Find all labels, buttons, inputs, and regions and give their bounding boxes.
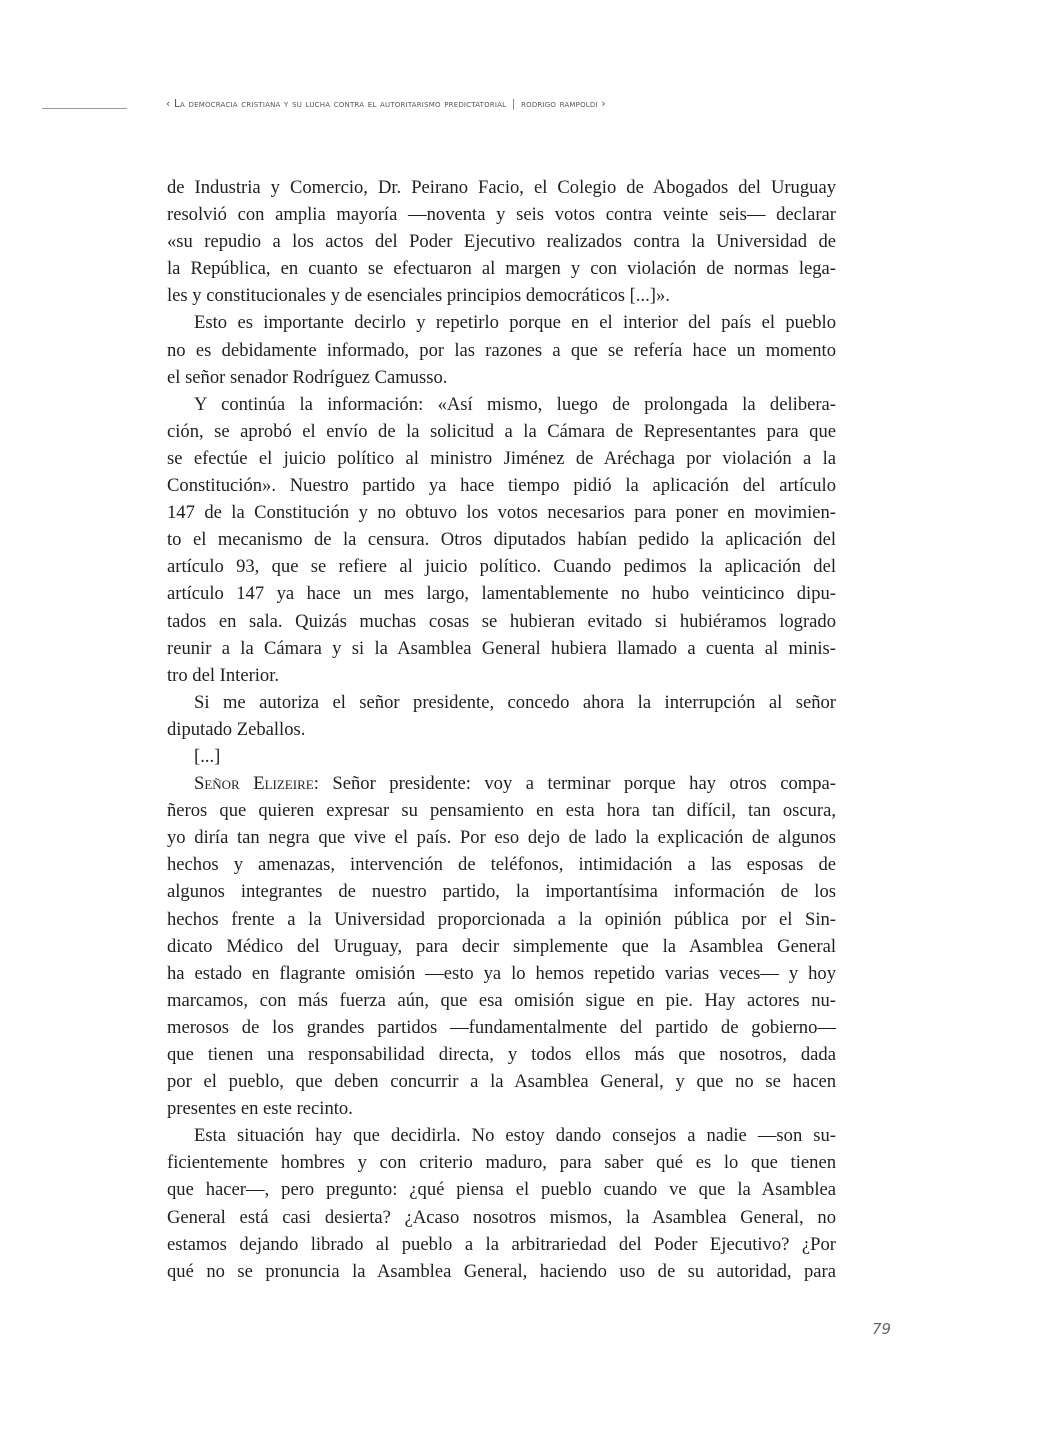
- text-line: [167, 770, 836, 797]
- running-head-author: rodrigo rampoldi: [521, 98, 598, 110]
- text-line: artículo 147 ya hace un mes largo, lamentablemente no hubo veinticinco dipu-: [167, 583, 836, 605]
- text-line: artículo 93, que se refiere al juicio político. Cuando pedimos la aplicación del: [167, 556, 836, 578]
- text-line: el señor senador Rodríguez Camusso.: [167, 366, 448, 388]
- running-head-chevron-left: ‹: [166, 98, 171, 110]
- text-line: reunir a la Cámara y si la Asamblea General hubiera llamado a cuenta al minis-: [167, 637, 836, 659]
- text-line: diputado Zeballos.: [167, 718, 306, 740]
- text-line: les y constitucionales y de esenciales principios democráticos [...]».: [167, 285, 670, 307]
- text-line: ñeros que quieren expresar su pensamiento en esta hora tan difícil, tan oscura,: [167, 800, 836, 822]
- running-head: [166, 98, 846, 110]
- text-line: ha estado en flagrante omisión —esto ya lo hemos repetido varias veces— y hoy: [167, 962, 836, 984]
- text-line: se efectúe el juicio político al ministro Jiménez de Aréchaga por violación a la: [167, 447, 836, 469]
- text-line: que tienen una responsabilidad directa, y todos ellos más que nosotros, dada: [167, 1044, 836, 1065]
- running-head-separator: |: [511, 98, 516, 110]
- text-line: ficientemente hombres y con criterio maduro, para saber qué es lo que tienen: [167, 1152, 836, 1174]
- text-line: la República, en cuanto se efectuaron al margen y con violación de normas lega-: [167, 258, 836, 280]
- speaker-text: Señor presidente: voy a terminar porque hay otros compa-: [332, 773, 837, 795]
- text-line: de Industria y Comercio, Dr. Peirano Facio, el Colegio de Abogados del Uruguay: [167, 177, 836, 198]
- text-line: por el pueblo, que deben concurrir a la Asamblea General, y que no se hacen: [167, 1071, 836, 1093]
- text-line: General está casi desierta? ¿Acaso nosotros mismos, la Asamblea General, no: [167, 1206, 836, 1228]
- text-line: algunos integrantes de nuestro partido, la importantísima información de los: [167, 881, 836, 903]
- text-line: estamos dejando librado al pueblo a la arbitrariedad del Poder Ejecutivo? ¿Por: [167, 1233, 836, 1255]
- text-line: [...]: [194, 745, 221, 767]
- text-line: dicato Médico del Uruguay, para decir simplemente que la Asamblea General: [167, 935, 836, 957]
- text-line: 147 de la Constitución y no obtuvo los votos necesarios para poner en movimien-: [167, 502, 836, 524]
- text-line: Esto es importante decirlo y repetirlo porque en el interior del país el pueblo: [194, 312, 836, 334]
- header-rule: [42, 108, 127, 109]
- text-line: resolvió con amplia mayoría —noventa y seis votos contra veinte seis— declarar: [167, 204, 836, 226]
- speaker-name: Señor Elizeire:: [194, 773, 319, 795]
- text-line: qué no se pronuncia la Asamblea General, haciendo uso de su autoridad, para: [167, 1260, 836, 1282]
- running-head-chevron-right: ›: [601, 98, 606, 110]
- text-line: yo diría tan negra que vive el país. Por eso dejo de lado la explicación de algunos: [167, 827, 836, 849]
- running-head-title: La democracia cristiana y su lucha contra el autoritarismo predictatorial: [173, 98, 507, 110]
- text-line: ción, se aprobó el envío de la solicitud a la Cámara de Representantes para que: [167, 420, 836, 442]
- text-line: hechos frente a la Universidad proporcionada a la opinión pública por el Sin-: [167, 908, 836, 930]
- text-line: Si me autoriza el señor presidente, concedo ahora la interrupción al señor: [194, 691, 836, 713]
- text-line: merosos de los grandes partidos —fundamentalmente del partido de gobierno—: [167, 1016, 836, 1038]
- text-line: tados en sala. Quizás muchas cosas se hubieran evitado si hubiéramos logrado: [167, 610, 836, 632]
- text-line: to el mecanismo de la censura. Otros diputados habían pedido la aplicación del: [167, 529, 836, 551]
- text-line: «su repudio a los actos del Poder Ejecutivo realizados contra la Universidad de: [167, 231, 836, 253]
- text-line: Y continúa la información: «Así mismo, luego de prolongada la delibera-: [194, 393, 836, 415]
- text-line: presentes en este recinto.: [167, 1098, 353, 1120]
- body-text: [167, 174, 836, 1285]
- text-line: Esta situación hay que decidirla. No estoy dando consejos a nadie —son su-: [194, 1125, 836, 1147]
- page-number: 79: [872, 1320, 892, 1338]
- text-line: que hacer—, pero pregunto: ¿qué piensa el pueblo cuando ve que la Asamblea: [167, 1179, 836, 1201]
- text-line: Constitución». Nuestro partido ya hace tiempo pidió la aplicación del artículo: [167, 475, 836, 497]
- text-line: marcamos, con más fuerza aún, que esa omisión sigue en pie. Hay actores nu-: [167, 989, 836, 1011]
- text-line: no es debidamente informado, por las razones a que se refería hace un momento: [167, 339, 836, 361]
- text-line: hechos y amenazas, intervención de teléfonos, intimidación a las esposas de: [167, 854, 836, 876]
- text-line: tro del Interior.: [167, 664, 280, 686]
